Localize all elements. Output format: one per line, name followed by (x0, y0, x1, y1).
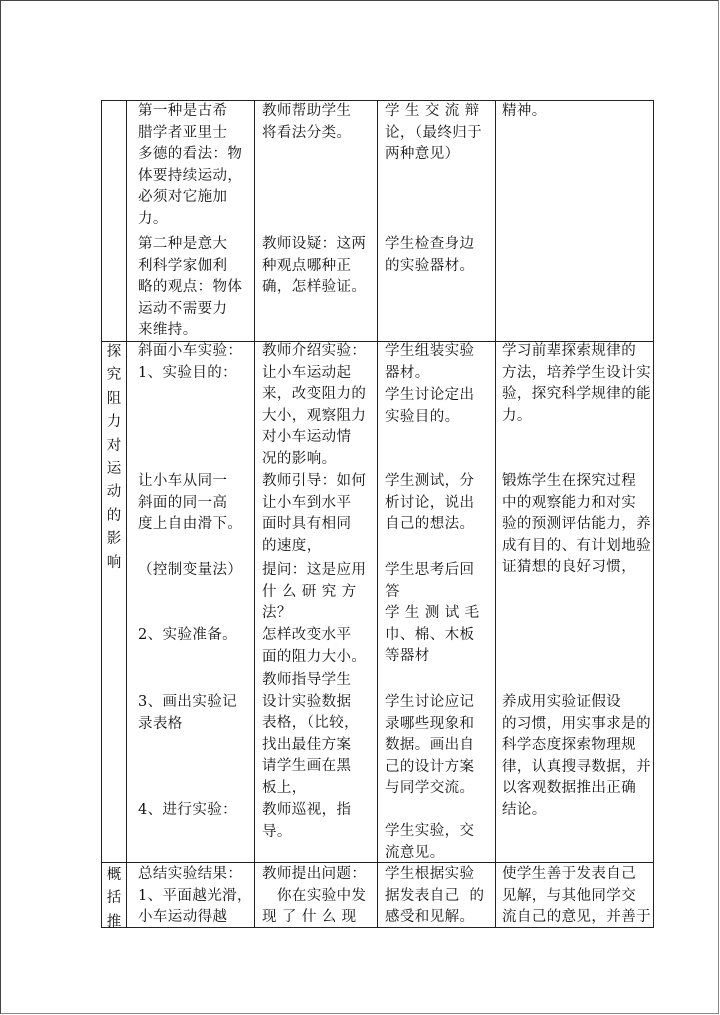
teacher-cell: 教师帮助学生 将看法分类。 (262, 103, 352, 141)
purpose-cell: 养成用实验证假设 的习惯，用实事求是的 科学态度探索物理规 律，认真搜寻数据，并 以客观数据推出正确 结论。 (502, 694, 651, 818)
section-label: 探究阻力对运动的影响 (106, 344, 122, 571)
content-cell: 3、画出实验记 录表格 (138, 694, 238, 732)
content-cell: 斜面小车实验： 1、实验目的： (138, 343, 243, 381)
column-divider (377, 101, 378, 927)
teacher-cell: 教师提出问题： 你在实验中发 现 了 什 么 现 (262, 866, 367, 925)
teacher-cell: 教师引导：如何 让小车到水平 面时具有相同 的速度， (262, 473, 367, 554)
teacher-cell: 教师巡视，指 导。 (262, 802, 352, 840)
teacher-cell: 怎样改变水平 面的阻力大小。 (262, 627, 367, 665)
student-cell: 学生实验，交 流意见。 (385, 823, 475, 861)
content-cell: 2、实验准备。 (138, 627, 238, 643)
teacher-cell: 提问：这是应用 什 么 研 究 方 法？ (262, 562, 367, 621)
section-label: 概括推 (106, 867, 122, 930)
content-cell: 第二种是意大 利科学家伽利 略的观点：物体 运动不需要力 来维持。 (138, 236, 243, 338)
student-cell: 学 生 测 试 毛 巾、棉、木板 等器材 (385, 605, 480, 664)
content-cell: 总结实验结果： 1、平面越光滑， 小车运动得越 (138, 866, 252, 925)
student-cell: 学生根据实验 据发表自己 的 感受和见解。 (385, 866, 485, 925)
student-cell: 学生讨论应记 录哪些现象和 数据。画出自 己的设计方案 与同学交流。 (385, 694, 475, 796)
content-cell: 第一种是古希 腊学者亚里士 多德的看法：物 体要持续运动， 必须对它施加 力。 (138, 103, 243, 227)
content-cell: （控制变量法） (138, 562, 243, 578)
purpose-cell: 学习前辈探索规律的 方法，培养学生设计实 验，探究科学规律的能 力。 (502, 343, 651, 424)
student-cell: 学生思考后回 答 (385, 562, 475, 600)
purpose-cell: 锻炼学生在探究过程 中的观察能力和对实 验的预测评估能力，养 成有目的、有计划地验 证猜想的良好习惯， (502, 473, 651, 575)
column-divider (126, 101, 127, 927)
row-divider (102, 862, 653, 863)
student-cell: 学生测试，分 析讨论，说出 自己的想法。 (385, 473, 475, 532)
student-cell: 学生组装实验 器材。 (385, 343, 475, 381)
content-cell: 让小车从同一 斜面的同一高 度上自由滑下。 (138, 473, 243, 532)
student-cell: 学 生 交 流 辩 论，（最终归于 两种意见） (385, 103, 483, 162)
purpose-cell: 使学生善于发表自己 见解，与其他同学交 流自己的意见，并善于 (502, 866, 651, 925)
teacher-cell: 教师设疑：这两 种观点哪种正 确，怎样验证。 (262, 236, 367, 295)
column-divider (495, 101, 496, 927)
teacher-cell: 教师介绍实验： 让小车运动起 来，改变阻力的 大小，观察阻力 对小车运动情 况的影响。 (262, 343, 367, 467)
student-cell: 学生讨论定出 实验目的。 (385, 387, 475, 425)
purpose-cell: 精神。 (502, 103, 547, 119)
student-cell: 学生检查身边 的实验器材。 (385, 236, 475, 274)
teacher-cell: 教师指导学生 设计实验数据 表格，（比较， 找出最佳方案 请学生画在黑 板上， (262, 672, 360, 796)
column-divider (254, 101, 255, 927)
content-cell: 4、进行实验： (138, 802, 238, 818)
